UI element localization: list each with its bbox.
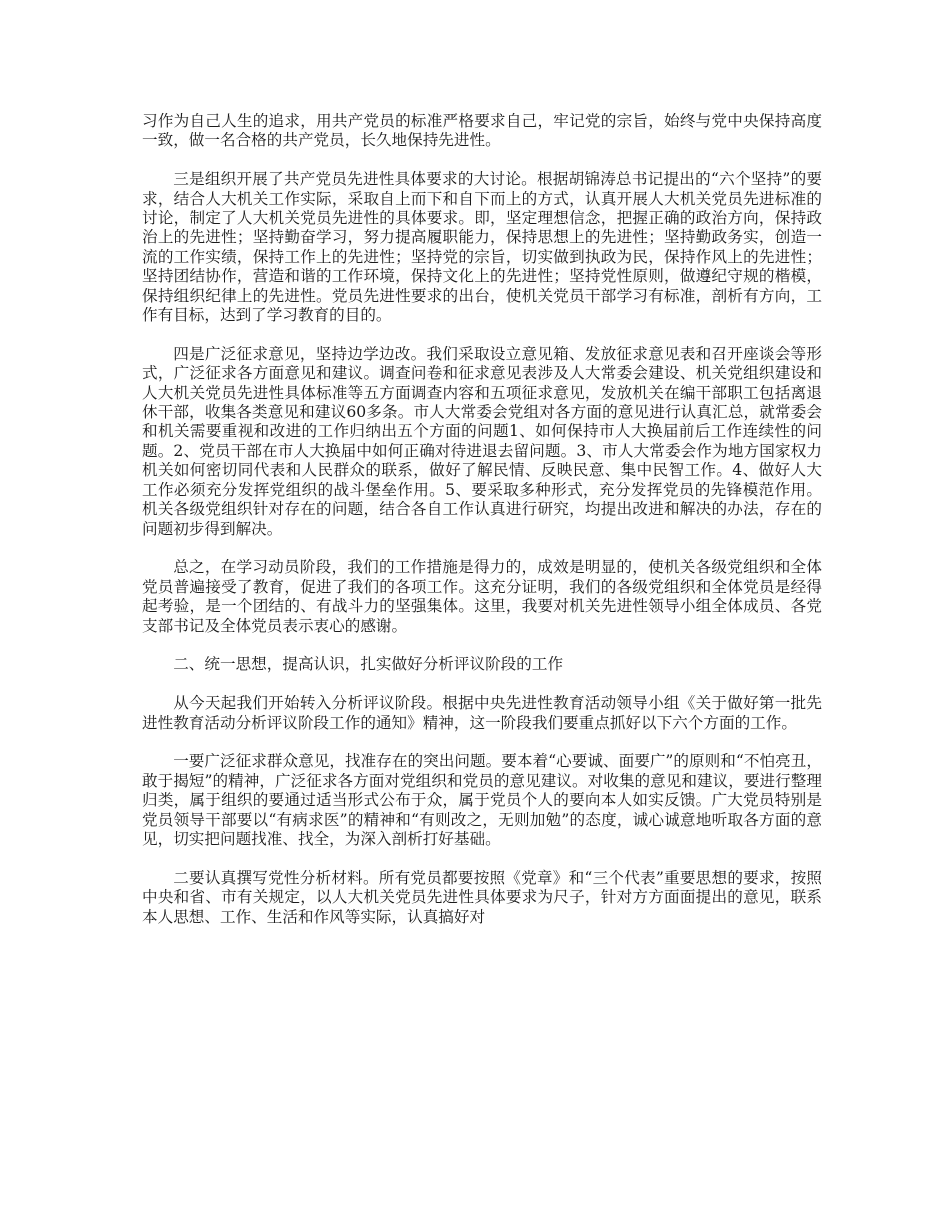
paragraph-task-one: 一要广泛征求群众意见，找准存在的突出问题。要本着“心要诚、面要广”的原则和“不怕亮丑，敢于揭短”的精神，广泛征求各方面对党组织和党员的意见建议。对收集的意见和建议，要进行整理归类，属于组织的要通过适当形式公布于众，属于党员个人的要向本人如实反馈。广大党员特别是党员领导干部要以“有病求医”的精神和“有则改之，无则加勉”的态度，诚心诚意地听取各方面的意见，切实把问题找准、找全，为深入剖析打好基础。 [142,752,822,848]
paragraph-intro-analysis: 从今天起我们开始转入分析评议阶段。根据中央先进性教育活动领导小组《关于做好第一批先进性教育活动分析评议阶段工作的通知》精神，这一阶段我们要重点抓好以下六个方面的工作。 [142,694,822,732]
paragraph-item-four: 四是广泛征求意见，坚持边学边改。我们采取设立意见箱、发放征求意见表和召开座谈会等形式，广泛征求各方面意见和建议。调查问卷和征求意见表涉及人大常委会建设、机关党组织建设和人大机关党员先进性具体标准等五方面调查内容和五项征求意见，发放机关在编干部职工包括离退休干部，收集各类意见和建议60多条。市人大常委会党组对各方面的意见进行认真汇总，就常委会和机关需要重视和改进的工作归纳出五个方面的问题1、如何保持市人大换届前后工作连续性的问题。2、党员干部在市人大换届中如何正确对待进退去留问题。3、市人大常委会作为地方国家权力机关如何密切同代表和人民群众的联系，做好了解民情、反映民意、集中民智工作。4、做好人大工作必须充分发挥党组织的战斗堡垒作用。5、要采取多种形式，充分发挥党员的先锋模范作用。机关各级党组织针对存在的问题，结合各自工作认真进行研究，均提出改进和解决的办法，存在的问题初步得到解决。 [142,344,822,538]
paragraph-continuation: 习作为自己人生的追求，用共产党员的标准严格要求自己，牢记党的宗旨，始终与党中央保持高度一致，做一名合格的共产党员，长久地保持先进性。 [142,112,822,150]
section-heading-two: 二、统一思想，提高认识，扎实做好分析评议阶段的工作 [173,655,564,674]
paragraph-item-three: 三是组织开展了共产党员先进性具体要求的大讨论。根据胡锦涛总书记提出的“六个坚持”的要求，结合人大机关工作实际，采取自上而下和自下而上的方式，认真开展人大机关党员先进标准的讨论，制定了人大机关党员先进性的具体要求。即，坚定理想信念，把握正确的政治方向，保持政治上的先进性；坚持勤奋学习，努力提高履职能力，保持思想上的先进性；坚持勤政务实，创造一流的工作实绩，保持工作上的先进性；坚持党的宗旨，切实做到执政为民，保持作风上的先进性；坚持团结协作，营造和谐的工作环境，保持文化上的先进性；坚持党性原则，做遵纪守规的楷模，保持组织纪律上的先进性。党员先进性要求的出台，使机关党员干部学习有标准，剖析有方向，工作有目标，达到了学习教育的目的。 [142,170,822,325]
paragraph-summary: 总之，在学习动员阶段，我们的工作措施是得力的，成效是明显的，使机关各级党组织和全体党员普遍接受了教育，促进了我们的各项工作。这充分证明，我们的各级党组织和全体党员是经得起考验，是一个团结的、有战斗力的坚强集体。这里，我要对机关先进性领导小组全体成员、各党支部书记及全体党员表示衷心的感谢。 [142,558,822,635]
document-body [142,112,822,946]
paragraph-task-two: 二要认真撰写党性分析材料。所有党员都要按照《党章》和“三个代表”重要思想的要求，按照中央和省、市有关规定，以人大机关党员先进性具体要求为尺子，针对方方面面提出的意见，联系本人思想、工作、生活和作风等实际，认真搞好对 [142,868,822,926]
